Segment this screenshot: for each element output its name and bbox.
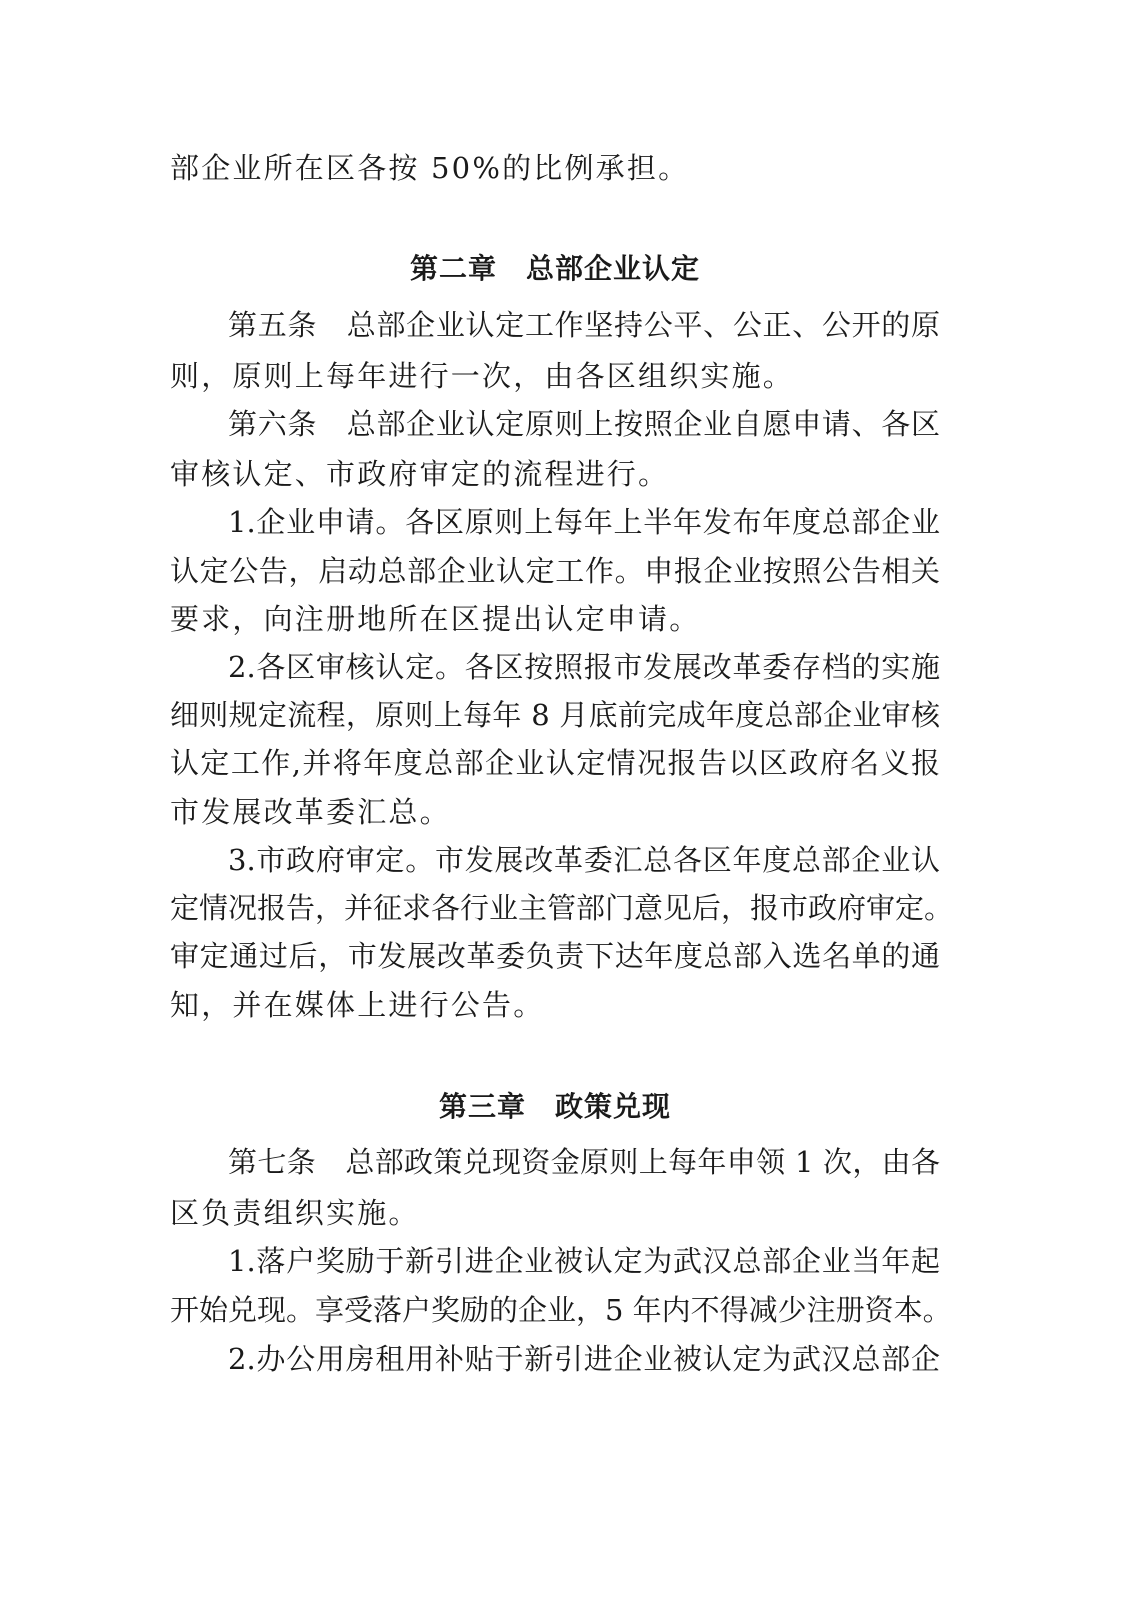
paragraph-line: 定情况报告，并征求各行业主管部门意见后，报市政府审定。 <box>170 891 954 925</box>
paragraph-line: 3.市政府审定。市发展改革委汇总各区年度总部企业认 <box>228 843 940 877</box>
paragraph-line: 第七条 总部政策兑现资金原则上每年申领 1 次，由各 <box>228 1145 940 1179</box>
paragraph-line: 2.各区审核认定。各区按照报市发展改革委存档的实施 <box>228 650 940 684</box>
paragraph-line: 1.落户奖励于新引进企业被认定为武汉总部企业当年起 <box>228 1244 940 1278</box>
paragraph-line: 2.办公用房租用补贴于新引进企业被认定为武汉总部企 <box>228 1342 940 1376</box>
chapter-heading: 第二章 总部企业认定 <box>409 252 700 285</box>
paragraph-line: 细则规定流程，原则上每年 8 月底前完成年度总部企业审核 <box>170 698 940 732</box>
paragraph-line: 要求，向注册地所在区提出认定申请。 <box>170 602 701 636</box>
paragraph-line: 区负责组织实施。 <box>170 1196 420 1230</box>
paragraph-line: 认定工作,并将年度总部企业认定情况报告以区政府名义报 <box>170 746 940 780</box>
chapter-heading: 第三章 政策兑现 <box>438 1090 671 1123</box>
paragraph-line: 第五条 总部企业认定工作坚持公平、公正、公开的原 <box>228 308 940 342</box>
paragraph-line: 1.企业申请。各区原则上每年上半年发布年度总部企业 <box>228 505 940 539</box>
document-page <box>170 0 954 1600</box>
paragraph-line: 部企业所在区各按 50%的比例承担。 <box>170 151 690 185</box>
paragraph-line: 审定通过后，市发展改革委负责下达年度总部入选名单的通 <box>170 939 940 973</box>
paragraph-line: 审核认定、市政府审定的流程进行。 <box>170 457 670 491</box>
paragraph-line: 市发展改革委汇总。 <box>170 795 451 829</box>
paragraph-line: 第六条 总部企业认定原则上按照企业自愿申请、各区 <box>228 407 940 441</box>
paragraph-line: 则，原则上每年进行一次，由各区组织实施。 <box>170 359 795 393</box>
paragraph-line: 开始兑现。享受落户奖励的企业，5 年内不得减少注册资本。 <box>170 1293 952 1327</box>
paragraph-line: 知，并在媒体上进行公告。 <box>170 988 545 1022</box>
paragraph-line: 认定公告，启动总部企业认定工作。申报企业按照公告相关 <box>170 554 940 588</box>
